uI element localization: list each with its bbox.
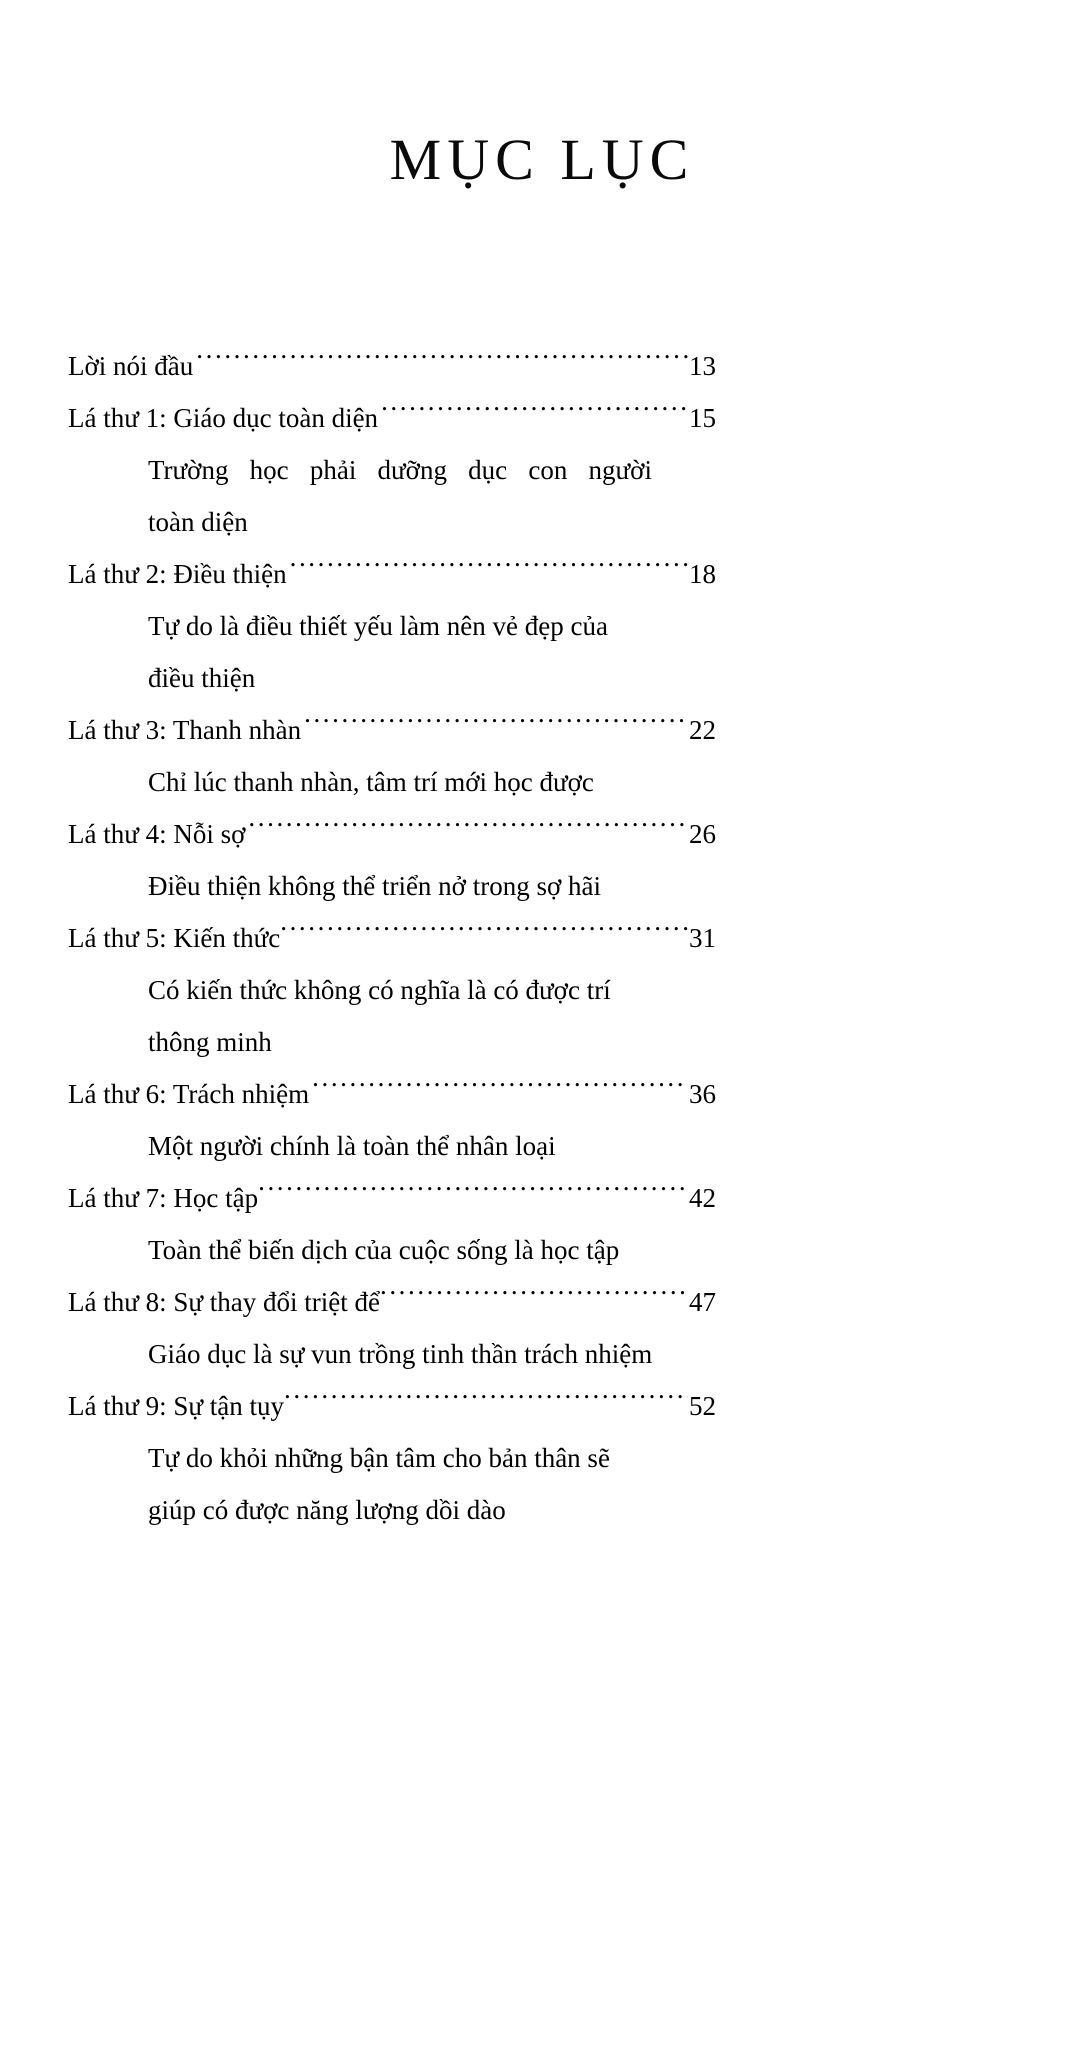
toc-entry-page-number: 26 bbox=[689, 819, 716, 849]
toc-entry[interactable] bbox=[68, 704, 716, 756]
description-word: người bbox=[588, 455, 652, 485]
toc-description-line: Có kiến thức không có nghĩa là có được trí bbox=[148, 975, 611, 1005]
toc-entry-description bbox=[68, 1328, 716, 1380]
toc-entry[interactable] bbox=[68, 1068, 716, 1120]
toc-entry-description bbox=[68, 964, 716, 1016]
dot-leader bbox=[290, 556, 688, 583]
description-word: phải bbox=[309, 455, 357, 485]
toc-entry-label: Lá thư 6: Trách nhiệm bbox=[68, 1079, 310, 1109]
dot-leader bbox=[280, 920, 688, 947]
toc-entry-label: Lá thư 2: Điều thiện bbox=[68, 559, 287, 589]
toc-entry-description bbox=[68, 444, 716, 496]
toc-entry-description bbox=[68, 652, 716, 704]
toc-entry-page-number: 13 bbox=[689, 351, 716, 381]
toc-entry-page-number: 36 bbox=[689, 1079, 716, 1109]
dot-leader bbox=[248, 816, 688, 843]
toc-entry-description bbox=[68, 1224, 716, 1276]
toc-entry-label: Lá thư 8: Sự thay đổi triệt để bbox=[68, 1287, 380, 1317]
toc-entry-label: Lời nói đầu bbox=[68, 351, 194, 381]
toc-description-line: Giáo dục là sự vun trồng tinh thần trách nhiệm bbox=[148, 1339, 653, 1369]
toc-entry[interactable] bbox=[68, 340, 716, 392]
toc-description-line: điều thiện bbox=[148, 663, 256, 693]
description-word: dục bbox=[468, 455, 508, 485]
dot-leader bbox=[312, 1076, 688, 1103]
toc-description-line: Chỉ lúc thanh nhàn, tâm trí mới học được bbox=[148, 767, 594, 797]
toc-description-line: Tự do là điều thiết yếu làm nên vẻ đẹp của bbox=[148, 611, 608, 641]
toc-entry-description bbox=[68, 860, 716, 912]
toc-entry-page-number: 22 bbox=[689, 715, 716, 745]
toc-entry[interactable] bbox=[68, 1380, 716, 1432]
toc-entry[interactable] bbox=[68, 1172, 716, 1224]
toc-entry-page-number: 47 bbox=[689, 1287, 716, 1317]
toc-description-line: toàn diện bbox=[148, 507, 248, 537]
toc-entry-description bbox=[68, 1484, 716, 1536]
description-word: Trường bbox=[148, 455, 229, 485]
toc-description-line: giúp có được năng lượng dồi dào bbox=[148, 1495, 506, 1525]
toc-entry-label: Lá thư 5: Kiến thức bbox=[68, 923, 281, 953]
toc-entry[interactable] bbox=[68, 548, 716, 600]
toc-entry[interactable] bbox=[68, 1276, 716, 1328]
dot-leader bbox=[284, 1388, 688, 1415]
dot-leader bbox=[258, 1180, 688, 1207]
toc-description-line: Toàn thể biến dịch của cuộc sống là học tập bbox=[148, 1235, 620, 1265]
toc-description-line: Tự do khỏi những bận tâm cho bản thân sẽ bbox=[148, 1443, 610, 1473]
description-word: con bbox=[528, 455, 568, 485]
toc-description-line bbox=[148, 444, 652, 496]
toc-entry-label: Lá thư 7: Học tập bbox=[68, 1183, 259, 1213]
toc-entry-label: Lá thư 3: Thanh nhàn bbox=[68, 715, 302, 745]
toc-entry-label: Lá thư 4: Nỗi sợ bbox=[68, 819, 246, 849]
toc-entry-page-number: 42 bbox=[689, 1183, 716, 1213]
toc-entry[interactable] bbox=[68, 392, 716, 444]
toc-entry[interactable] bbox=[68, 912, 716, 964]
dot-leader bbox=[304, 712, 688, 739]
dot-leader bbox=[196, 348, 688, 375]
toc-entry-description bbox=[68, 600, 716, 652]
toc-entry-description bbox=[68, 1016, 716, 1068]
toc-entry[interactable] bbox=[68, 808, 716, 860]
toc-entry-description bbox=[68, 1120, 716, 1172]
toc-description-line: Điều thiện không thể triển nở trong sợ hãi bbox=[148, 871, 601, 901]
dot-leader bbox=[381, 400, 688, 427]
toc-entry-description bbox=[68, 756, 716, 808]
dot-leader bbox=[380, 1284, 688, 1311]
toc-description-line: Một người chính là toàn thể nhân loại bbox=[148, 1131, 556, 1161]
toc-entry-description bbox=[68, 1432, 716, 1484]
toc-entry-description bbox=[68, 496, 716, 548]
toc-entry-page-number: 18 bbox=[689, 559, 716, 589]
toc-entry-page-number: 31 bbox=[689, 923, 716, 953]
toc-entry-label: Lá thư 1: Giáo dục toàn diện bbox=[68, 403, 379, 433]
toc-description-line: thông minh bbox=[148, 1027, 272, 1057]
page-title: MỤC LỤC bbox=[389, 127, 695, 192]
toc-entry-page-number: 52 bbox=[689, 1391, 716, 1421]
description-word: dưỡng bbox=[377, 455, 447, 485]
toc-entry-label: Lá thư 9: Sự tận tụy bbox=[68, 1391, 284, 1421]
description-word: học bbox=[249, 455, 289, 485]
toc-entry-page-number: 15 bbox=[689, 403, 716, 433]
toc-entry-list bbox=[68, 340, 716, 1536]
